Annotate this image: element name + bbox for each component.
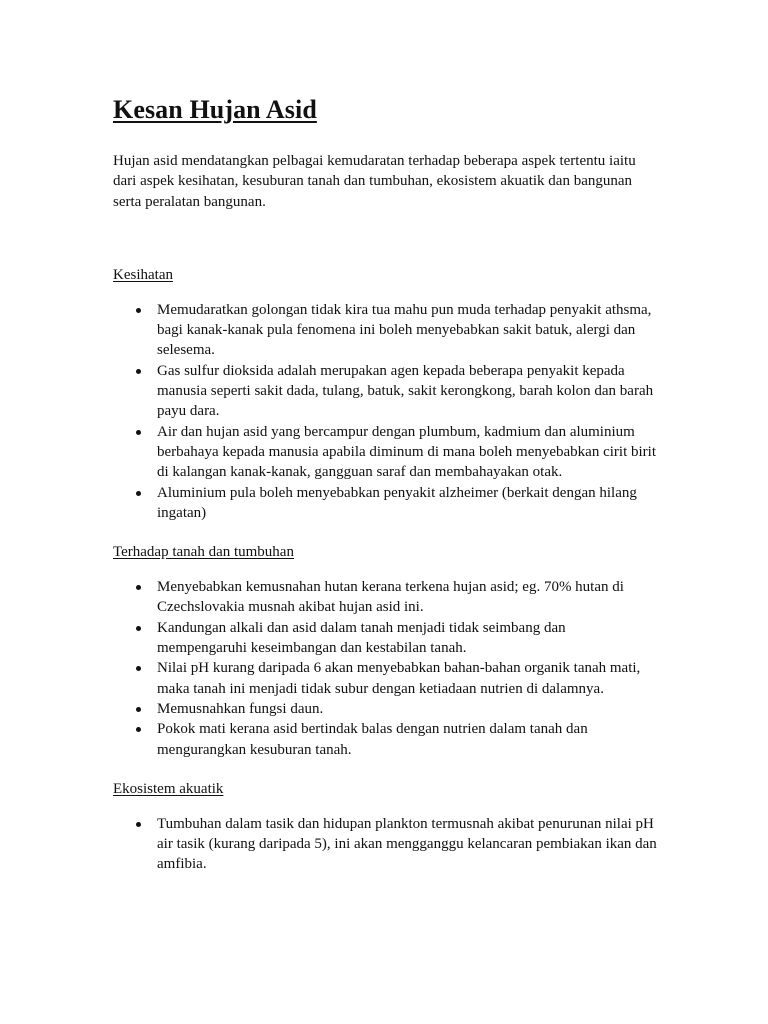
list-item: Memusnahkan fungsi daun. (157, 699, 658, 719)
document-title: Kesan Hujan Asid (113, 95, 317, 124)
list-item: Nilai pH kurang daripada 6 akan menyebabkan bahan-bahan organik tanah mati, maka tanah ini menjadi tidak subur dengan ketiadaan nutrien di dalamnya. (157, 658, 658, 699)
ekosistem-akuatik-list (113, 814, 658, 875)
list-item: Tumbuhan dalam tasik dan hidupan plankton termusnah akibat penurunan nilai pH air tasik (kurang daripada 5), ini akan mengganggu kelancaran pembiakan ikan dan amfibia. (157, 814, 658, 875)
list-item: Air dan hujan asid yang bercampur dengan plumbum, kadmium dan aluminium berbahaya kepada manusia apabila diminum di mana boleh menyebabkan cirit birit di kalangan kanak-kanak, gangguan saraf dan membahayakan otak. (157, 422, 658, 483)
list-item: Memudaratkan golongan tidak kira tua mahu pun muda terhadap penyakit athsma, bagi kanak-kanak pula fenomena ini boleh menyebabkan sakit batuk, alergi dan selesema. (157, 300, 658, 361)
section-heading-ekosistem-akuatik: Ekosistem akuatik (113, 780, 224, 797)
intro-paragraph: Hujan asid mendatangkan pelbagai kemudaratan terhadap beberapa aspek tertentu iaitu dari aspek kesihatan, kesuburan tanah dan tumbuhan, ekosistem akuatik dan bangunan serta peralatan bangunan. (113, 153, 636, 210)
list-item: Pokok mati kerana asid bertindak balas dengan nutrien dalam tanah dan mengurangkan kesuburan tanah. (157, 719, 658, 760)
section-heading-tanah-tumbuhan: Terhadap tanah dan tumbuhan (113, 544, 294, 561)
list-item: Gas sulfur dioksida adalah merupakan agen kepada beberapa penyakit kepada manusia seperti sakit dada, tulang, batuk, sakit kerongkong, barah kolon dan barah payu dara. (157, 361, 658, 422)
section-heading-kesihatan: Kesihatan (113, 266, 173, 283)
list-item: Menyebabkan kemusnahan hutan kerana terkena hujan asid; eg. 70% hutan di Czechslovakia musnah akibat hujan asid ini. (157, 577, 658, 618)
kesihatan-list (113, 300, 658, 523)
list-item: Kandungan alkali dan asid dalam tanah menjadi tidak seimbang dan mempengaruhi keseimbangan dan kestabilan tanah. (157, 618, 658, 659)
list-item: Aluminium pula boleh menyebabkan penyakit alzheimer (berkait dengan hilang ingatan) (157, 483, 658, 524)
tanah-tumbuhan-list (113, 577, 658, 760)
document-page (113, 92, 658, 875)
